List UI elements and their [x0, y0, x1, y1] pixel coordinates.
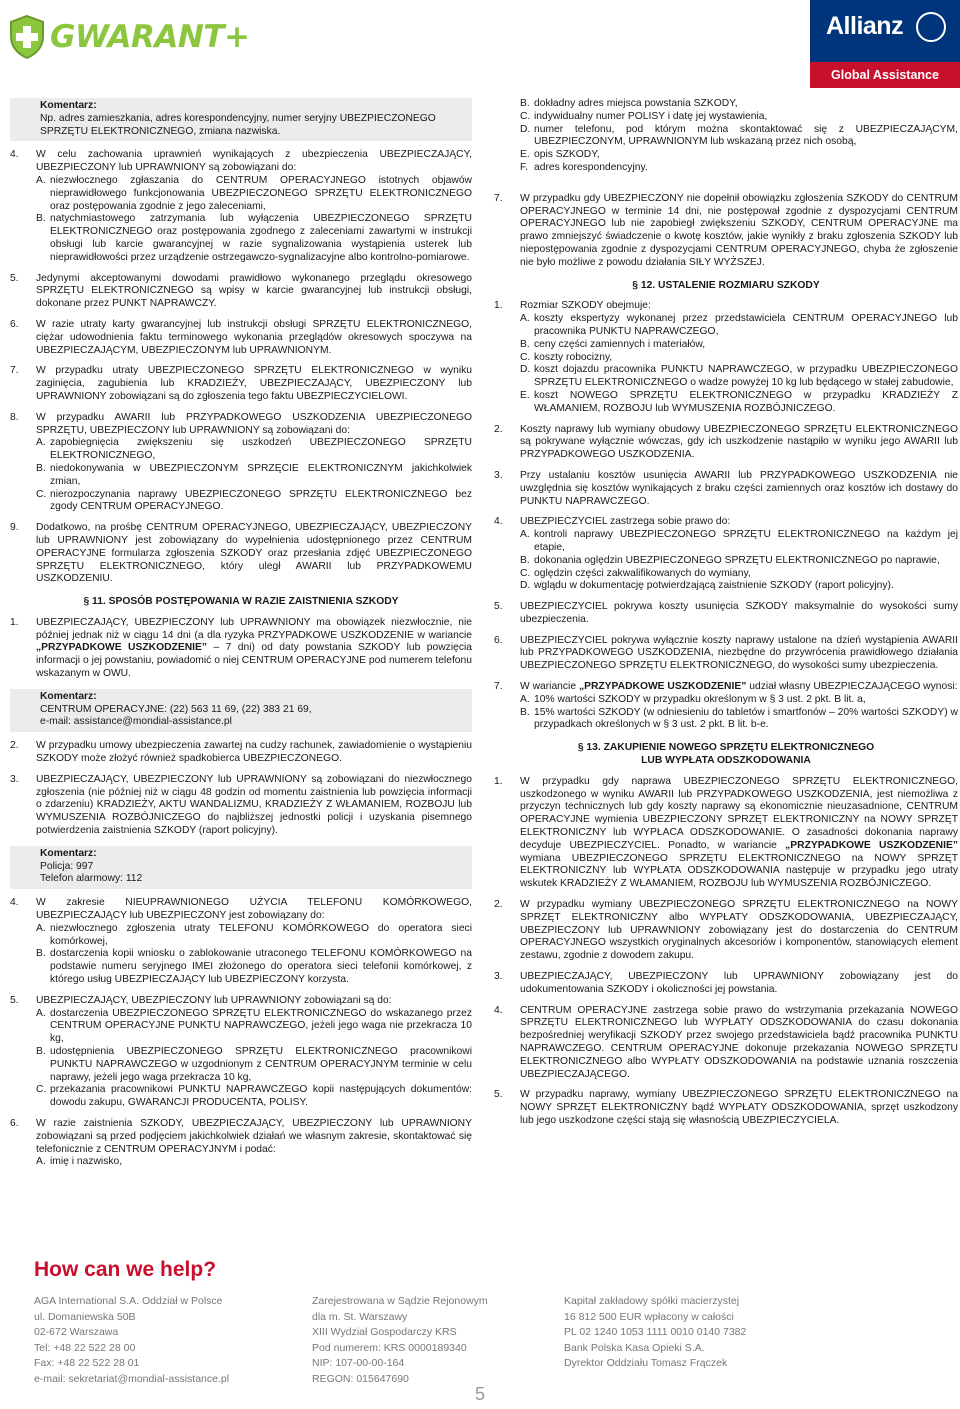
footer-line: Tel: +48 22 522 28 00 — [34, 1341, 136, 1354]
list-item — [494, 1005, 958, 1082]
sub-letter: C. — [520, 110, 531, 122]
item-text-part: – 7 dni) od daty powstania SZKODY lub powzięcia informacji o jej powstaniu, powiadomić o niej CENTRUM OPERACYJNE pod numerem telefonu wskazanym w OWU. — [36, 642, 472, 680]
item-text: CENTRUM OPERACYJNE zastrzega sobie prawo do wstrzymania przekazania NOWEGO SPRZĘTU ELEKTRONICZNEGO lub WYPŁATY ODSZKODOWANIA do czasu dokonania bezpośredniej weryfikacji SZKODY przez swojego przedstawiciela bądź pracownika PUNKTU NAPRAWCZEGO. CENTRUM OPERACYJNE dokonuje przekazania NOWEGO SPRZĘTU ELEKTRONICZNEGO albo WYPŁATY ODSZKODOWANIA na podstawie uznania roszczenia UBEZPIECZAJĄCEGO. — [520, 1004, 958, 1080]
sub-item — [36, 1156, 472, 1169]
sub-letter: A. — [36, 1156, 46, 1168]
item-number: 7. — [10, 365, 19, 377]
sub-text: kontroli naprawy UBEZPIECZONEGO SPRZĘTU ELEKTRONICZNEGO na każdym jej etapie, — [534, 529, 958, 553]
comment-text: Np. adres zamieszkania, adres korespondencyjny, numer seryjny UBEZPIECZONEGO SPRZĘTU ELEKTRONICZNEGO, zmiana nazwiska. — [40, 112, 436, 137]
sub-letter: A. — [520, 693, 530, 705]
item-text: W przypadku naprawy, wymiany UBEZPIECZONEGO SPRZĘTU ELEKTRONICZNEGO na NOWY SPRZĘT ELEKTRONICZNY bądź WYPŁATY ODSZKODOWANIA, sprzęt uszkodzony lub jego uszkodzone części stają się własnością UBEZPIECZYCIELA. — [520, 1089, 958, 1126]
item-text-bold: „PRZYPADKOWE USZKODZENIE” — [785, 839, 958, 851]
footer-line: Fax: +48 22 522 28 01 — [34, 1357, 140, 1370]
sub-text: koszty robocizny, — [534, 351, 613, 363]
sub-text: opis SZKODY, — [534, 149, 600, 161]
item-text-part: W przypadku gdy naprawa UBEZPIECZONEGO SPRZĘTU ELEKTRONICZNEGO, uszkodzonego w wyniku AWARII lub PRZYPADKOWEGO USZKODZENIA, jest niemożliwa z przyczyn technicznych lub gdy koszty naprawy są ekonomicznie nieuzasadnione, CENTRUM OPERACYJNE wymienia UBEZPIECZONY SPRZĘT ELEKTRONICZNY na NOWY SPRZĘT ELEKTRONICZNY lub WYPŁACA ODSZKODOWANIE. O zasadności dokonania naprawy decyduje UBEZPIECZYCIEL. Ponadto, w wariancie — [520, 775, 958, 851]
sub-letter: A. — [36, 174, 46, 186]
item-text: Koszty naprawy lub wymiany obudowy UBEZPIECZONEGO SPRZĘTU ELEKTRONICZNEGO są pokrywane wyłącznie wówczas, gdy ich uszkodzenie nastąpiło w wyniku jego AWARII lub PRZYPADKOWEGO USZKODZENIA. — [520, 423, 958, 461]
comment-heading: Komentarz: — [40, 100, 97, 111]
footer-registration-column — [312, 1294, 488, 1388]
footer-line: 16 812 500 EUR wpłacony w całości — [564, 1310, 734, 1323]
item-number: 6. — [10, 318, 19, 330]
footer-line: REGON: 015647690 — [312, 1372, 409, 1385]
sub-text: 10% wartości SZKODY w przypadku określonym w § 3 ust. 2 pkt. B lit. a, — [534, 693, 866, 705]
item-number: 1. — [494, 300, 503, 312]
comment-box — [10, 846, 472, 889]
item-text: Jedynymi akceptowanymi dowodami prawidłowo wykonanego przeglądu okresowego SPRZĘTU ELEKTRONICZNEGO są wpisy w karcie gwarancyjnej lub instrukcji obsługi, dokonane przez PUNKT NAPRAWCZY. — [36, 272, 472, 310]
global-assistance-label: Global Assistance — [810, 62, 960, 88]
list-item — [10, 522, 472, 586]
sub-text: imię i nazwisko, — [50, 1156, 123, 1168]
list-item — [10, 365, 472, 403]
sub-item — [520, 555, 958, 568]
sub-letter: D. — [520, 123, 531, 135]
item-number: 7. — [494, 192, 503, 204]
section-heading-line: § 13. ZAKUPIENIE NOWEGO SPRZĘTU ELEKTRONICZNEGO — [577, 742, 875, 754]
item-number: 2. — [10, 740, 19, 752]
footer-line: PL 02 1240 1053 1111 0010 0140 7382 — [564, 1326, 747, 1339]
sub-item — [520, 339, 958, 352]
item-text: W razie zaistnienia SZKODY, UBEZPIECZAJĄCY, UBEZPIECZONY lub UPRAWNIONY zobowiązani są przed podjęciem jakichkolwiek działań we własnym zakresie, skontaktować się telefonicznie z CENTRUM OPERACYJNYM i podać: — [36, 1117, 472, 1155]
comment-line: Telefon alarmowy: 112 — [40, 873, 143, 885]
item-number: 5. — [494, 601, 503, 613]
list-item — [10, 412, 472, 514]
sub-text: 15% wartości SZKODY (w odniesieniu do tabletów i smartfonów – 20% wartości SZKODY) w przypadkach określonych w § 3 ust. 2 pkt. B lit. b-e. — [534, 706, 958, 731]
list-item — [494, 899, 958, 963]
list-item — [494, 635, 958, 673]
item-number: 1. — [494, 775, 503, 787]
footer-line: AGA International S.A. Oddział w Polsce — [34, 1295, 223, 1307]
list-item — [10, 897, 472, 987]
sub-text: niedokonywania w UBEZPIECZONYM SPRZĘCIE ELEKTRONICZNYM jakichkolwiek zmian, — [50, 462, 472, 487]
item-text: W zakresie NIEUPRAWNIONEGO UŻYCIA TELEFONU KOMÓRKOWEGO, UBEZPIECZAJĄCY lub UBEZPIECZONY jest zobowiązany do: — [36, 897, 472, 922]
sub-item — [520, 162, 958, 175]
left-column — [10, 98, 472, 1177]
allianz-wordmark: Allianz — [826, 12, 904, 40]
continued-list — [494, 98, 958, 175]
sub-item — [520, 98, 958, 111]
footer-line: NIP: 107-00-00-164 — [312, 1357, 405, 1370]
item-number: 3. — [10, 773, 19, 785]
sub-item — [520, 580, 958, 593]
sub-text: koszty ekspertyzy wykonanej przez przedstawiciela CENTRUM OPERACYJNEGO lub pracownika PUNKTU NAPRAWCZEGO, — [534, 313, 958, 337]
sub-letter: D. — [520, 580, 531, 592]
comment-heading: Komentarz: — [40, 690, 97, 702]
item-number: 4. — [10, 897, 19, 909]
gwarant-logo — [8, 14, 249, 60]
list-item — [494, 193, 958, 270]
sub-text: dostarczenia kopii wniosku o zablokowanie utraconego TELEFONU KOMÓRKOWEGO na podstawie numeru seryjnego IMEI złożonego do operatora sieci telefonii komórkowej, z którego usług UBEZPIECZAJĄCY lub UBEZPIECZONY korzysta. — [50, 948, 472, 986]
list-item — [494, 776, 958, 891]
list-item — [494, 1089, 958, 1127]
sub-letter: B. — [520, 98, 530, 109]
sub-item — [520, 149, 958, 162]
sub-item — [520, 707, 958, 733]
footer-contact-column — [34, 1294, 229, 1388]
sub-letter: A. — [36, 437, 46, 449]
item-number: 5. — [10, 994, 19, 1006]
item-number: 8. — [10, 411, 19, 423]
sub-text: ceny części zamiennych i materiałów, — [534, 338, 706, 350]
sub-letter: B. — [520, 338, 530, 350]
sub-item — [520, 111, 958, 124]
sub-letter: F. — [520, 161, 529, 173]
sub-letter: B. — [36, 1046, 46, 1057]
list-item — [494, 681, 958, 732]
sub-item — [36, 1008, 472, 1046]
sub-text: adres korespondencyjny. — [534, 161, 648, 173]
gwarant-wordmark: GWARANT+ — [50, 19, 250, 55]
sub-text: zapobiegnięcia zwiększeniu się uszkodzeń UBEZPIECZONEGO SPRZĘTU ELEKTRONICZNEGO, — [50, 437, 472, 462]
sub-text: dokładny adres miejsca powstania SZKODY, — [534, 98, 738, 109]
sub-text: niezwłocznego zgłoszenia utraty TELEFONU KOMÓRKOWEGO do operatora sieci komórkowej, — [50, 922, 472, 947]
item-number: 4. — [10, 149, 19, 161]
sub-item — [520, 568, 958, 581]
list-item — [10, 774, 472, 838]
sub-item — [520, 124, 958, 150]
comment-box — [10, 689, 472, 732]
item-number: 4. — [494, 1004, 503, 1016]
sub-letter: B. — [36, 462, 46, 474]
list-item — [494, 300, 958, 415]
sub-letter: C. — [36, 488, 47, 500]
list-item — [494, 424, 958, 462]
list-item — [10, 319, 472, 357]
footer-line: ul. Domaniewska 50B — [34, 1310, 136, 1323]
comment-box — [10, 98, 472, 141]
item-text: W celu zachowania uprawnień wynikających z ubezpieczenia UBEZPIECZAJĄCY, UBEZPIECZONY lub UPRAWNIONY są zobowiązani do: — [36, 149, 472, 174]
list-item — [10, 273, 472, 311]
item-text-part: W wariancie — [520, 681, 579, 693]
item-text-bold: „PRZYPADKOWE USZKODZENIE” — [36, 642, 208, 654]
item-text: Rozmiar SZKODY obejmuje: — [520, 300, 651, 312]
sub-item — [520, 313, 958, 339]
section-heading-line: LUB WYPŁATA ODSZKODOWANIA — [641, 755, 811, 767]
sub-item — [36, 1046, 472, 1084]
section-heading: § 11. SPOSÓB POSTĘPOWANIA W RAZIE ZAISTNIENIA SZKODY — [83, 596, 399, 608]
item-number: 5. — [494, 1089, 503, 1101]
allianz-logo — [810, 0, 960, 88]
footer-line: e-mail: sekretariat@mondial-assistance.pl — [34, 1372, 230, 1385]
item-text: W przypadku wymiany UBEZPIECZONEGO SPRZĘTU ELEKTRONICZNEGO na NOWY SPRZĘT ELEKTRONICZNY albo WYPŁATY ODSZKODOWANIA, UBEZPIECZAJĄCY, UBEZPIECZONY lub UPRAWNIONY zobowiązany jest do dostarczenia do CENTRUM OPERACYJNEGO wszystkich oryginalnych akcesoriów i komponentów, stanowiących element zestawu, zgodnie z dowodem zakupu. — [520, 899, 958, 962]
sub-text: indywidualny numer POLISY i datę jej wystawienia, — [534, 110, 768, 122]
sub-item — [36, 948, 472, 986]
list-item — [10, 1118, 472, 1169]
comment-line: CENTRUM OPERACYJNE: (22) 563 11 69, (22) 383 21 69, — [40, 703, 312, 715]
sub-item — [520, 352, 958, 365]
footer-line: 02-672 Warszawa — [34, 1326, 119, 1339]
sub-item — [36, 923, 472, 949]
item-text: Dodatkowo, na prośbę CENTRUM OPERACYJNEGO, UBEZPIECZAJĄCY, UBEZPIECZONY lub UPRAWNIONY jest zobowiązany do wypełnienia udostępnionego przez CENTRUM OPERACYJNE formularza zgłoszenia SZKODY oraz przesłania zdjęć UBEZPIECZONEGO SPRZĘTU ELEKTRONICZNEGO, który uległ AWARII lub PRZYPADKOWEMU USZKODZENIU. — [36, 522, 472, 585]
sub-letter: C. — [520, 351, 531, 363]
list-item — [10, 740, 472, 766]
item-text: W przypadku gdy UBEZPIECZONY nie dopełnił obowiązku zgłoszenia SZKODY do CENTRUM OPERACYJNEGO w terminie 14 dni, nie postępował zgodnie z dyspozycjami CENTRUM OPERACYJNEGO lub nie zapobiegł zwiększeniu SZKODY, CENTRUM OPERACYJNE ma prawo zmniejszyć świadczenie o kwotę kosztów, jakie wynikły z braku zgłoszenia SZKODY lub niepostępowania zgodnie z dyspozycjami CENTRUM OPERACYJNEGO, chyba że zgłoszenie nie było możliwe z powodu działania SIŁY WYŻSZEJ. — [520, 192, 958, 268]
list-item — [494, 971, 958, 997]
list-item — [10, 995, 472, 1110]
sub-text: natychmiastowego zatrzymania lub wyłączenia UBEZPIECZONEGO SPRZĘTU ELEKTRONICZNEGO oraz postępowania zgodnego z zaleceniami zawartymi w instrukcji obsługi lub karcie gwarancyjnej w razie sygnalizowania wystąpienia usterek lub nieprawidłowości przez urządzenie ostrzegawczo-sygnalizacyjne albo kontrolno-pomiarowe. — [50, 213, 472, 263]
sub-item — [36, 175, 472, 213]
list-item — [10, 149, 472, 264]
section-heading: § 12. USTALENIE ROZMIARU SZKODY — [632, 279, 820, 291]
item-number: 9. — [10, 522, 19, 534]
item-text-part: wymiana UBEZPIECZONEGO SPRZĘTU ELEKTRONICZNEGO na NOWY SPRZĘT ELEKTRONICZNY lub WYPŁATA ODSZKODOWANIA następuje w przypadku jego utraty wskutek KRADZIEŻY Z WŁAMANIEM, ROZBOJU lub WYMUSZENIA ROZBÓJNICZEGO. — [520, 852, 958, 890]
item-number: 4. — [494, 516, 503, 528]
footer-line: Pod numerem: KRS 0000189340 — [312, 1341, 467, 1354]
item-number: 1. — [10, 616, 19, 628]
sub-text: dokonania oględzin UBEZPIECZONEGO SPRZĘTU ELEKTRONICZNEGO po naprawie, — [534, 554, 940, 566]
sub-item — [520, 694, 958, 707]
list-item — [10, 617, 472, 681]
footer-line: dla m. St. Warszawy — [312, 1310, 408, 1323]
item-number: 5. — [10, 272, 19, 284]
sub-letter: C. — [520, 567, 531, 579]
footer-capital-column — [564, 1294, 746, 1372]
comment-heading: Komentarz: — [40, 847, 97, 859]
section-heading — [494, 742, 958, 768]
sub-text: nierozpoczynania naprawy UBEZPIECZONEGO SPRZĘTU ELEKTRONICZNEGO bez zgody CENTRUM OPERACYJNEGO. — [50, 488, 472, 513]
sub-letter: C. — [36, 1084, 47, 1096]
sub-item — [36, 1084, 472, 1110]
sub-letter: B. — [36, 213, 46, 225]
sub-item — [36, 489, 472, 515]
sub-text: numer telefonu, pod którym można skontaktować się z UBEZPIECZAJĄCYM, UBEZPIECZONYM, UPRAWNIONYM lub wskazaną przez nich osobą, — [534, 123, 958, 148]
item-text: W przypadku AWARII lub PRZYPADKOWEGO USZKODZENIA UBEZPIECZONEGO SPRZĘTU, UBEZPIECZONY lub UPRAWNIONY są zobowiązani do: — [36, 411, 472, 436]
footer-line: Bank Polska Kasa Opieki S.A. — [564, 1341, 705, 1354]
sub-letter: B. — [520, 554, 530, 566]
item-text: UBEZPIECZYCIEL pokrywa wyłącznie koszty naprawy ustalone na dzień wystąpienia AWARII lub PRZYPADKOWEGO USZKODZENIA, niezbędne do przywrócenia prawidłowego działania UBEZPIECZONEGO SPRZĘTU ELEKTRONICZNEGO, do wysokości sumy ubezpieczenia. — [520, 634, 958, 672]
item-text: W przypadku umowy ubezpieczenia zawartej na cudzy rachunek, zawiadomienie o wystąpieniu SZKODY może złożyć również spadkobierca UBEZPIECZONEGO. — [36, 740, 472, 765]
footer-line: Zarejestrowana w Sądzie Rejonowym — [312, 1295, 488, 1307]
item-number: 2. — [494, 423, 503, 435]
sub-letter: A. — [36, 1007, 46, 1019]
item-number: 6. — [494, 634, 503, 646]
list-item — [494, 516, 958, 593]
item-text: UBEZPIECZAJĄCY, UBEZPIECZONY lub UPRAWNIONY są zobowiązani do niezwłocznego zgłoszenia (nie później niż w ciągu 48 godzin od momentu zaistnienia lub powzięcia informacji o zdarzeniu) KRADZIEŻY, AKTU WANDALIZMU, KRADZIEŻY Z WŁAMANIEM, ROZBOJU lub WYMUSZENIA ROZBÓJNICZEGO do najbliższej jednostki policji i uzyskania pisemnego potwierdzenia zaistnienia SZKODY (raport policyjny). — [36, 773, 472, 837]
footer-line: Kapitał zakładowy spółki macierzystej — [564, 1295, 740, 1307]
item-text: Przy ustalaniu kosztów usunięcia AWARII lub PRZYPADKOWEGO USZKODZENIA nie uwzględnia się kosztów wynikających z braku części zamiennych oraz kosztów ich dostawy do PUNKTU NAPRAWCZEGO. — [520, 469, 958, 507]
comment-line: Policja: 997 — [40, 860, 94, 872]
list-item — [494, 470, 958, 508]
footer-line: Dyrektor Oddziału Tomasz Frączek — [564, 1357, 728, 1370]
item-number: 3. — [494, 469, 503, 481]
sub-item — [36, 213, 472, 264]
sub-letter: A. — [520, 313, 530, 325]
item-text: UBEZPIECZYCIEL zastrzega sobie prawo do: — [520, 516, 731, 528]
sub-letter: B. — [36, 948, 46, 960]
comment-line: e-mail: assistance@mondial-assistance.pl — [40, 716, 232, 728]
allianz-eagle-icon — [916, 12, 946, 42]
item-text-bold: „PRZYPADKOWE USZKODZENIE” — [578, 681, 747, 693]
page-number: 5 — [474, 1384, 485, 1404]
item-text — [520, 776, 958, 891]
item-number: 7. — [494, 681, 503, 693]
item-text: W przypadku utraty UBEZPIECZONEGO SPRZĘTU ELEKTRONICZNEGO w wyniku zaginięcia, zagubienia lub KRADZIEŻY, UBEZPIECZAJĄCY, UBEZPIECZONY lub UPRAWNIONY zobowiązani są do zgłoszenia tego faktu UBEZPIECZYCIELOWI. — [36, 365, 472, 402]
sub-text: dostarczenia UBEZPIECZONEGO SPRZĘTU ELEKTRONICZNEGO do wskazanego przez CENTRUM OPERACYJNE PUNKTU NAPRAWCZEGO, jeżeli jego waga nie przekracza 10 kg, — [50, 1007, 472, 1045]
right-column — [494, 98, 958, 1136]
list-item — [494, 601, 958, 627]
sub-text: wglądu w dokumentację potwierdzającą zaistnienie SZKODY (raport policyjny). — [534, 580, 894, 592]
item-number: 2. — [494, 899, 503, 911]
sub-letter: E. — [520, 149, 530, 161]
footer-line: XIII Wydział Gospodarczy KRS — [312, 1326, 457, 1339]
sub-letter: B. — [520, 706, 530, 718]
sub-item — [520, 529, 958, 555]
sub-text: udostępnienia UBEZPIECZONEGO SPRZĘTU ELEKTRONICZNEGO pracownikowi PUNKTU NAPRAWCZEGO w uzgodnionym z CENTRUM OPERACYJNYM terminie w celu naprawy, jeżeli jego waga przekracza 10 kg, — [50, 1046, 472, 1083]
sub-item — [36, 437, 472, 463]
item-number: 6. — [10, 1117, 19, 1129]
sub-text: przekazania pracownikowi PUNKTU NAPRAWCZEGO kopii następujących dokumentów: dowodu zakupu, GWARANCJI PRODUCENTA, POLISY. — [50, 1084, 472, 1109]
sub-letter: E. — [520, 389, 530, 401]
sub-text: oględzin części zakwalifikowanych do wymiany, — [534, 567, 751, 579]
item-text — [36, 617, 472, 681]
sub-letter: D. — [520, 364, 531, 376]
item-text-part: udział własny UBEZPIECZAJĄCEGO wynosi: — [746, 681, 958, 693]
item-text — [520, 681, 958, 694]
item-text-part: UBEZPIECZAJĄCY, UBEZPIECZONY lub UPRAWNIONY ma obowiązek niezwłocznie, nie później jednak niż w ciągu 14 dni (a dla ryzyka PRZYPADKOWE USZKODZENIE w wariancie — [36, 616, 472, 641]
sub-letter: A. — [520, 529, 530, 541]
sub-item — [520, 390, 958, 416]
sub-text: koszt NOWEGO SPRZĘTU ELEKTRONICZNEGO w przypadku KRADZIEŻY Z WŁAMANIEM, ROZBOJU lub WYMUSZENIA ROZBÓJNICZEGO. — [534, 389, 958, 414]
item-text: UBEZPIECZYCIEL pokrywa koszty usunięcia SZKODY maksymalnie do wysokości sumy ubezpieczenia. — [520, 601, 958, 625]
sub-text: niezwłocznego zgłaszania do CENTRUM OPERACYJNEGO istotnych objawów nieprawidłowego funkcjonowania UBEZPIECZONEGO SPRZĘTU ELEKTRONICZNEGO oraz postępowania zgodnie z jego zaleceniami, — [50, 174, 472, 212]
item-number: 3. — [494, 971, 503, 983]
sub-item — [36, 463, 472, 489]
item-text: UBEZPIECZAJĄCY, UBEZPIECZONY lub UPRAWNIONY zobowiązany jest do udokumentowania SZKODY i okoliczności jej powstania. — [520, 971, 958, 995]
help-heading: How can we help? — [34, 1258, 217, 1281]
sub-item — [520, 364, 958, 390]
item-text: W razie utraty karty gwarancyjnej lub instrukcji obsługi SPRZĘTU ELEKTRONICZNEGO, ciężar udowodnienia faktu terminowego wykonania przeglądów okresowych spoczywa na UBEZPIECZAJĄCYM, UBEZPIECZONYM lub UPRAWNIONYM. — [36, 318, 472, 356]
sub-letter: A. — [36, 922, 46, 934]
sub-text: koszt dojazdu pracownika PUNKTU NAPRAWCZEGO, w przypadku UBEZPIECZONEGO SPRZĘTU ELEKTRONICZNEGO o wadze powyżej 10 kg lub będącego w stałej zabudowie, — [534, 364, 958, 389]
shield-cross-icon — [8, 14, 46, 60]
item-text: UBEZPIECZAJĄCY, UBEZPIECZONY lub UPRAWNIONY zobowiązani są do: — [36, 994, 392, 1006]
header — [0, 0, 960, 92]
